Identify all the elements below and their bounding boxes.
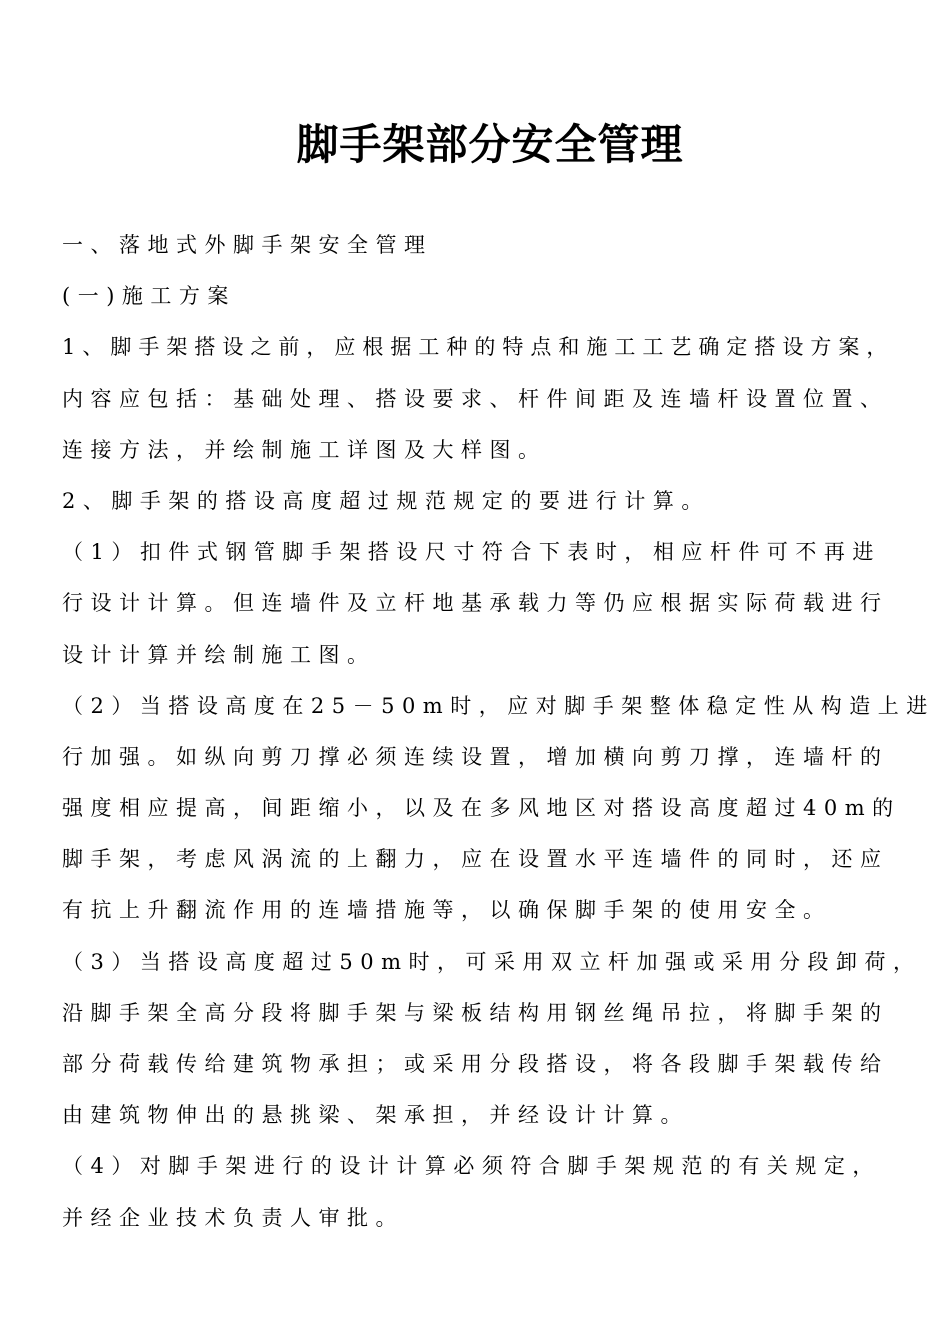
document-body — [62, 228, 935, 1252]
paragraph-line: 行加强。如纵向剪刀撑必须连续设置，增加横向剪刀撑，连墙杆的 — [62, 744, 889, 769]
paragraph-line: 沿脚手架全高分段将脚手架与梁板结构用钢丝绳吊拉，将脚手架的 — [62, 1000, 889, 1025]
paragraph-line: 由建筑物伸出的悬挑梁、架承担，并经设计计算。 — [62, 1103, 689, 1128]
paragraph-line: 2、脚手架的搭设高度超过规范规定的要进行计算。 — [62, 488, 710, 513]
paragraph-line: 连接方法，并绘制施工详图及大样图。 — [62, 437, 547, 462]
paragraph-line: （3）当搭设高度超过50m时，可采用双立杆加强或采用分段卸荷， — [62, 949, 922, 974]
paragraph-line: （1）扣件式钢管脚手架搭设尺寸符合下表时，相应杆件可不再进 — [62, 540, 881, 565]
paragraph-line: 脚手架，考虑风涡流的上翻力，应在设置水平连墙件的同时，还应 — [62, 847, 889, 872]
paragraph-line: 并经企业技术负责人审批。 — [62, 1205, 404, 1230]
section-heading: 一、落地式外脚手架安全管理 — [62, 233, 433, 257]
paragraph-line: 部分荷载传给建筑物承担；或采用分段搭设，将各段脚手架载传给 — [62, 1052, 889, 1076]
paragraph-line: （4）对脚手架进行的设计计算必须符合脚手架规范的有关规定， — [62, 1154, 881, 1179]
paragraph-line: 内容应包括：基础处理、搭设要求、杆件间距及连墙杆设置位置、 — [62, 386, 889, 411]
paragraph-line: （2）当搭设高度在25－50m时，应对脚手架整体稳定性从构造上进 — [62, 693, 935, 718]
paragraph-line: 1、脚手架搭设之前，应根据工种的特点和施工工艺确定搭设方案， — [62, 335, 895, 360]
paragraph-line: 强度相应提高，间距缩小，以及在多风地区对搭设高度超过40m的 — [62, 796, 901, 821]
subsection-heading: (一)施工方案 — [62, 284, 236, 309]
paragraph-line: 有抗上升翻流作用的连墙措施等，以确保脚手架的使用安全。 — [62, 898, 832, 923]
paragraph-line: 设计计算并绘制施工图。 — [62, 642, 376, 667]
paragraph-line: 行设计计算。但连墙件及立杆地基承载力等仍应根据实际荷载进行 — [62, 591, 889, 616]
document-title: 脚手架部分安全管理 — [296, 120, 684, 169]
